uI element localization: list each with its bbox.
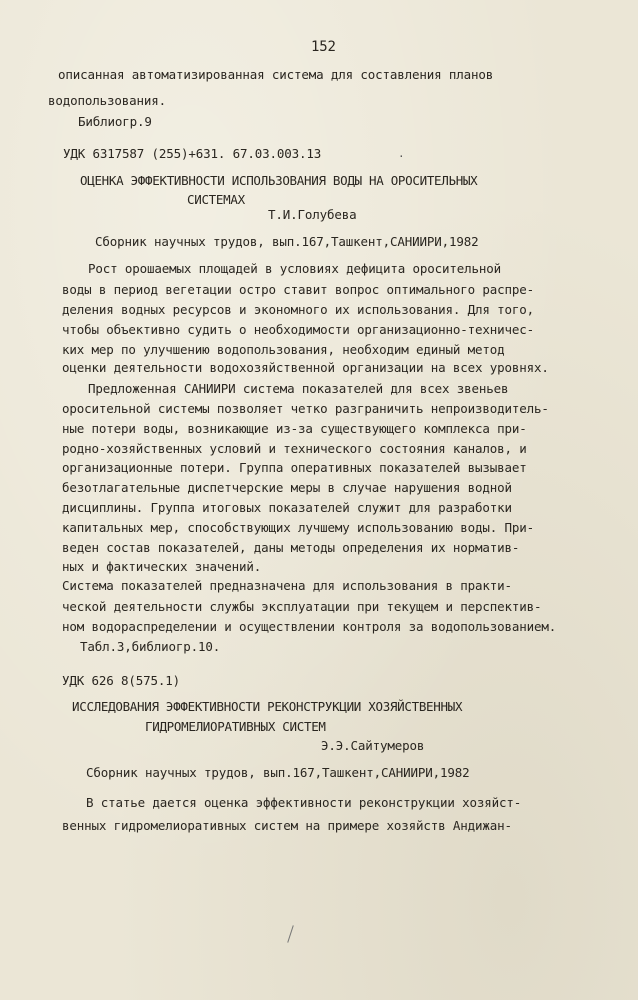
- entry1-body-line-16: ных и фактических значений.: [62, 559, 262, 574]
- entry2-author: Э.Э.Сайтумеров: [321, 738, 425, 753]
- entry1-title-line-2: СИСТЕМАХ: [187, 192, 245, 207]
- entry1-body-line-13: дисциплины. Группа итоговых показателей служит для разработки: [62, 500, 512, 515]
- entry1-body-line-7: Предложенная САНИИРИ система показателей для всех звеньев: [88, 381, 509, 396]
- entry1-body-line-1: Рост орошаемых площадей в условиях дефицита оросительной: [88, 261, 502, 276]
- entry1-body-line-5: ких мер по улучшению водопользования, необходим единый метод: [62, 342, 505, 357]
- entry1-bibliography: Табл.3,библиогр.10.: [80, 639, 221, 654]
- entry1-body-line-2: воды в период вегетации остро ставит вопрос оптимального распре-: [62, 282, 535, 297]
- entry1-udc: УДК 6317587 (255)+631. 67.03.003.13: [63, 146, 322, 161]
- carryover-line-1: описанная автоматизированная система для составления планов: [58, 67, 494, 82]
- entry1-title-line-1: ОЦЕНКА ЭФФЕКТИВНОСТИ ИСПОЛЬЗОВАНИЯ ВОДЫ НА ОРОСИТЕЛЬНЫХ: [80, 173, 478, 188]
- entry1-source: Сборник научных трудов, вып.167,Ташкент,САНИИРИ,1982: [95, 234, 479, 249]
- page-number: 152: [311, 39, 336, 55]
- entry1-body-line-9: ные потери воды, возникающие из-за существующего комплекса при-: [62, 421, 527, 436]
- entry1-body-line-12: безотлагательные диспетчерские меры в случае нарушения водной: [62, 480, 512, 495]
- entry2-title-line-2: ГИДРОМЕЛИОРАТИВНЫХ СИСТЕМ: [145, 719, 326, 734]
- entry1-body-line-14: капитальных мер, способствующих лучшему использованию воды. При-: [62, 520, 535, 535]
- margin-mark: ·: [398, 150, 405, 163]
- entry1-body-line-3: деления водных ресурсов и экономного их использования. Для того,: [62, 302, 535, 317]
- entry1-body-line-15: веден состав показателей, даны методы определения их норматив-: [62, 540, 520, 555]
- entry1-body-line-10: родно-хозяйственных условий и технического состояния каналов, и: [62, 441, 527, 456]
- entry1-body-line-4: чтобы объективно судить о необходимости организационно-техничес-: [62, 322, 535, 337]
- entry1-body-line-17: Система показателей предназначена для использования в практи-: [62, 578, 512, 593]
- entry1-body-line-6: оценки деятельности водохозяйственной организации на всех уровнях.: [62, 360, 549, 375]
- entry1-body-line-18: ческой деятельности службы эксплуатации при текущем и перспектив-: [62, 599, 542, 614]
- pencil-mark: [287, 925, 294, 942]
- entry2-udc: УДК 626 8(575.1): [62, 673, 181, 688]
- entry2-body-line-2: венных гидромелиоративных систем на примере хозяйств Андижан-: [62, 818, 512, 833]
- entry1-body-line-8: оросительной системы позволяет четко разграничить непроизводитель-: [62, 401, 549, 416]
- carryover-bibliography: Библиогр.9: [78, 114, 152, 129]
- entry1-body-line-19: ном водораспределении и осуществлении контроля за водопользованием.: [62, 619, 557, 634]
- entry2-body-line-1: В статье дается оценка эффективности реконструкции хозяйст-: [86, 795, 522, 810]
- entry2-source: Сборник научных трудов, вып.167,Ташкент,САНИИРИ,1982: [86, 765, 470, 780]
- entry2-title-line-1: ИССЛЕДОВАНИЯ ЭФФЕКТИВНОСТИ РЕКОНСТРУКЦИИ ХОЗЯЙСТВЕННЫХ: [72, 699, 463, 714]
- entry1-body-line-11: организационные потери. Группа оперативных показателей вызывает: [62, 460, 527, 475]
- carryover-line-2: водопользования.: [48, 93, 167, 108]
- entry1-author: Т.И.Голубева: [268, 207, 357, 222]
